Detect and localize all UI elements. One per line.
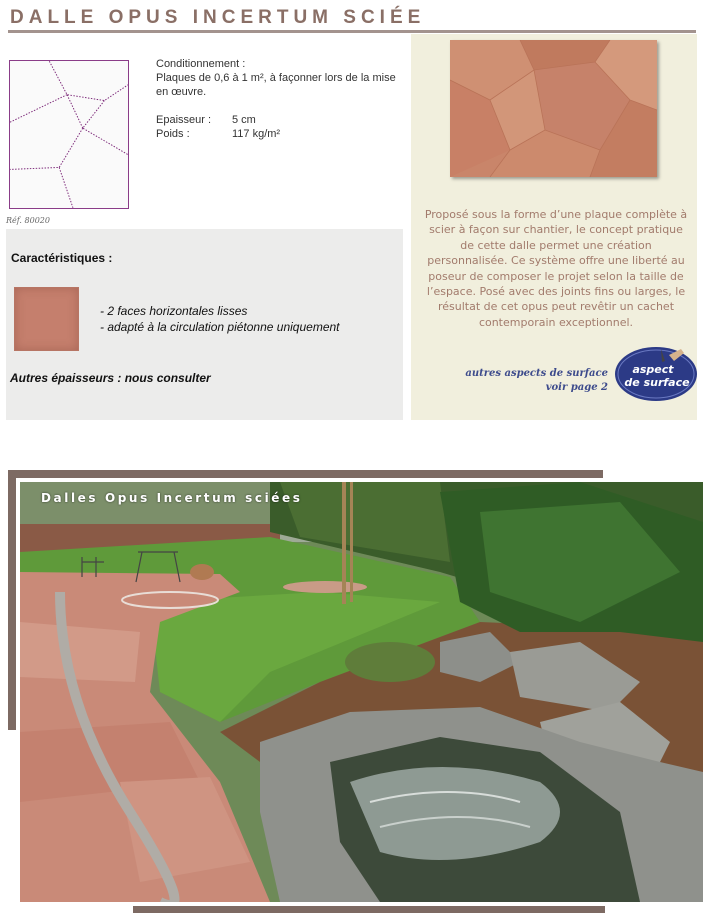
characteristics-list	[100, 303, 340, 335]
epaisseur-label: Epaisseur :	[156, 114, 212, 126]
list-item: - adapté à la circulation piétonne uniquement	[100, 320, 340, 334]
other-aspects-line1: autres aspects de surface	[465, 368, 608, 379]
badge-line1: aspect	[632, 363, 674, 376]
poids-value: 117 kg/m²	[232, 128, 281, 140]
aspect-surface-badge-icon[interactable]	[613, 343, 698, 403]
poids-label: Poids :	[156, 128, 190, 140]
badge-line2: de surface	[624, 376, 690, 389]
other-thickness-note: Autres épaisseurs : nous consulter	[10, 371, 211, 385]
photo-frame-bottom	[133, 906, 605, 913]
conditionnement-label: Conditionnement :	[156, 58, 246, 70]
garden-photo	[20, 482, 703, 902]
list-item: - 2 faces horizontales lisses	[100, 304, 248, 318]
photo-caption: Dalles Opus Incertum sciées	[41, 491, 303, 505]
slab-photo	[450, 40, 657, 177]
reference-number: Réf. 80020	[6, 216, 50, 225]
epaisseur-row	[156, 113, 396, 127]
title-rule	[8, 30, 696, 33]
stone-swatch	[14, 287, 79, 351]
characteristics-title: Caractéristiques :	[11, 251, 113, 265]
laying-plan-diagram	[9, 60, 129, 209]
characteristics-panel	[6, 229, 403, 420]
photo-frame-top	[8, 470, 603, 478]
epaisseur-value: 5 cm	[232, 114, 256, 126]
technical-specs	[156, 57, 396, 141]
poids-row	[156, 127, 396, 141]
photo-frame-left	[8, 470, 16, 730]
page-title: DALLE OPUS INCERTUM SCIÉE	[10, 7, 426, 28]
description-panel	[411, 34, 697, 420]
other-aspects-link[interactable]	[431, 367, 608, 395]
product-description: Proposé sous la forme d’une plaque complète à scier à façon sur chantier, le concept pratique de cette dalle permet une création personnalisée. Ce système offre une liberté au poseur de composer le projet selon la taille de l’espace. Posé avec des joints fins ou larges, le résultat de cet opus peut revêtir un cachet contemporain exceptionnel.	[424, 208, 688, 329]
conditionnement-value: Plaques de 0,6 à 1 m², à façonner lors de la mise en œuvre.	[156, 72, 396, 98]
other-aspects-line2: voir page 2	[545, 382, 608, 393]
